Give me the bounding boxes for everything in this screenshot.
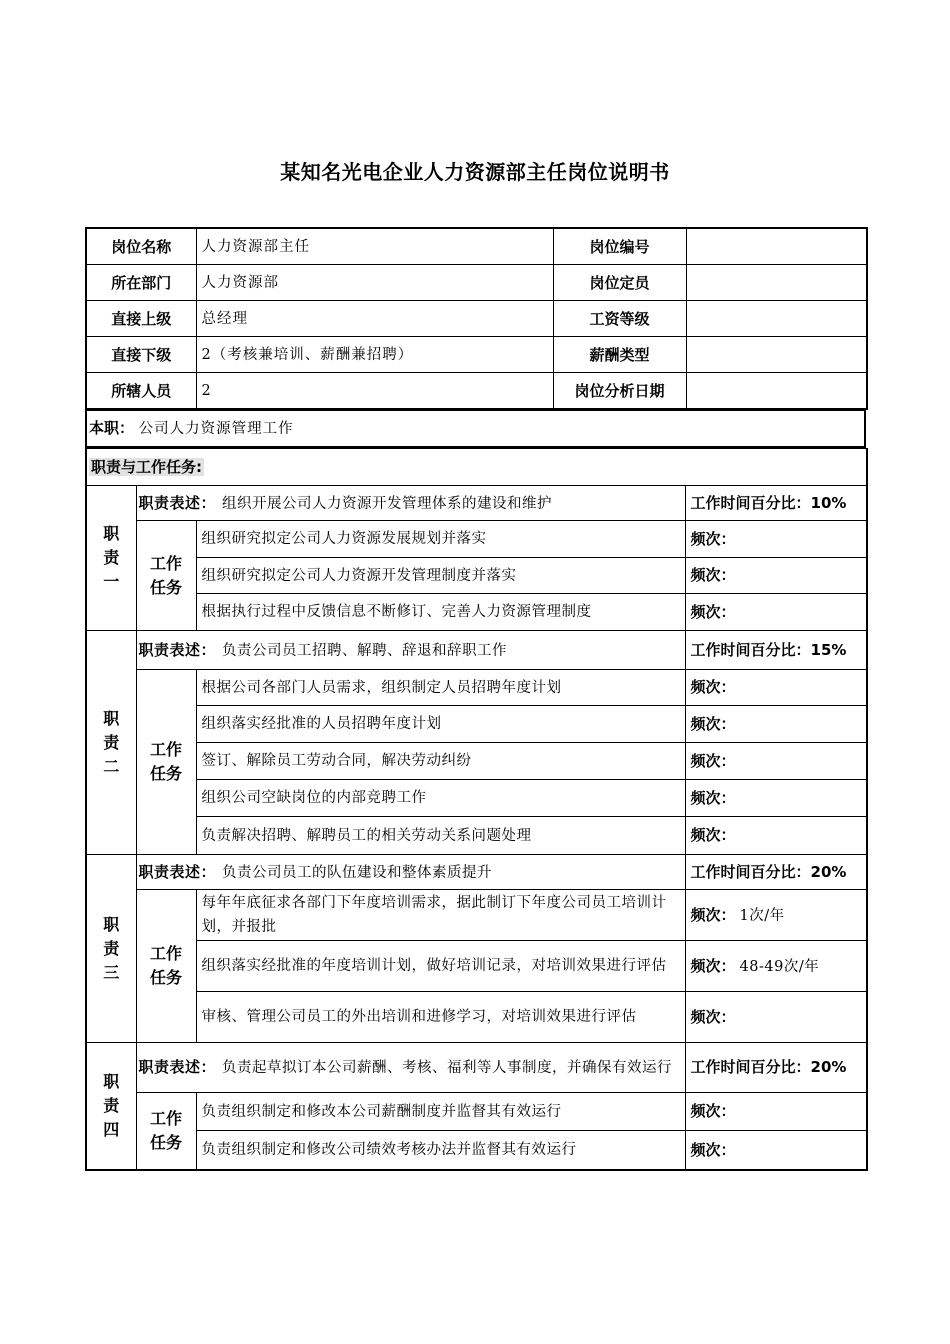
task-row xyxy=(86,817,867,855)
task-text: 组织落实经批准的人员招聘年度计划 xyxy=(196,706,685,743)
freq-value: 48-49次/年 xyxy=(739,958,820,975)
task-text: 组织公司空缺岗位的内部竞聘工作 xyxy=(196,780,685,817)
duty-name-char: 三 xyxy=(103,962,120,982)
task-header xyxy=(136,670,196,855)
info-value: 人力资源部主任 xyxy=(196,228,553,265)
info-label: 所辖人员 xyxy=(86,373,196,410)
document-title: 某知名光电企业人力资源部主任岗位说明书 xyxy=(280,160,670,184)
info-value: 人力资源部 xyxy=(196,265,553,301)
info-label: 岗位名称 xyxy=(86,228,196,265)
freq-value: 1次/年 xyxy=(739,907,785,924)
task-row xyxy=(86,670,867,706)
time-percent-value: 20% xyxy=(810,1058,847,1076)
task-row xyxy=(86,941,867,992)
duty-name xyxy=(86,486,136,631)
task-row xyxy=(86,743,867,780)
duty-name-char: 责 xyxy=(103,938,120,958)
task-row xyxy=(86,1093,867,1131)
task-header xyxy=(136,1093,196,1171)
job-description-form xyxy=(85,227,866,1171)
task-header-line: 工作 xyxy=(149,740,182,759)
duty-desc-row xyxy=(86,855,867,890)
freq-label: 频次： xyxy=(690,602,736,621)
duty-name xyxy=(86,1043,136,1171)
info-row xyxy=(86,265,867,301)
time-percent-label: 工作时间百分比： xyxy=(690,862,811,881)
info-label: 工资等级 xyxy=(553,301,686,337)
task-text: 组织研究拟定公司人力资源发展规划并落实 xyxy=(196,521,685,558)
benzhi-value: 公司人力资源管理工作 xyxy=(138,421,294,437)
info-row xyxy=(86,337,867,373)
benzhi-section xyxy=(85,410,866,448)
task-header-line: 任务 xyxy=(149,1133,182,1152)
task-text: 根据公司各部门人员需求，组织制定人员招聘年度计划 xyxy=(196,670,685,706)
task-row xyxy=(86,706,867,743)
freq-label: 频次： xyxy=(690,566,736,584)
duty-name-char: 一 xyxy=(103,572,120,591)
task-row xyxy=(86,1131,867,1171)
freq-label: 频次： xyxy=(690,678,736,696)
freq-label: 频次： xyxy=(690,905,736,924)
time-percent-value: 20% xyxy=(810,862,847,881)
info-value: 总经理 xyxy=(196,301,553,337)
freq-label: 频次： xyxy=(690,714,736,733)
info-row xyxy=(86,373,867,410)
freq-label: 频次： xyxy=(690,1007,736,1026)
task-text: 负责解决招聘、解聘员工的相关劳动关系问题处理 xyxy=(196,817,685,855)
freq-label: 频次： xyxy=(690,956,736,975)
task-text: 负责组织制定和修改公司绩效考核办法并监督其有效运行 xyxy=(196,1131,685,1171)
duty-desc-label: 职责表述： xyxy=(138,640,217,659)
freq-label: 频次： xyxy=(690,751,736,770)
duty-name-char: 职 xyxy=(103,708,120,728)
task-text: 根据执行过程中反馈信息不断修订、完善人力资源管理制度 xyxy=(196,594,685,631)
time-percent-label: 工作时间百分比： xyxy=(690,640,811,659)
benzhi-label: 本职： xyxy=(89,419,135,437)
duty-desc-row xyxy=(86,486,867,521)
task-row xyxy=(86,521,867,558)
duty-desc: 负责起草拟订本公司薪酬、考核、福利等人事制度，并确保有效运行 xyxy=(222,1060,673,1076)
task-header-line: 工作 xyxy=(149,1109,182,1128)
task-row xyxy=(86,558,867,594)
info-label: 直接上级 xyxy=(86,301,196,337)
duty-name-char: 职 xyxy=(103,1072,120,1091)
freq-label: 频次： xyxy=(690,1102,736,1120)
task-row xyxy=(86,890,867,941)
task-text: 组织研究拟定公司人力资源开发管理制度并落实 xyxy=(196,558,685,594)
duty-name xyxy=(86,631,136,855)
task-text: 负责组织制定和修改本公司薪酬制度并监督其有效运行 xyxy=(196,1093,685,1131)
duty-name xyxy=(86,855,136,1043)
duties-header: 职责与工作任务: xyxy=(91,457,202,476)
info-label: 岗位编号 xyxy=(553,228,686,265)
task-text: 组织落实经批准的年度培训计划，做好培训记录，对培训效果进行评估 xyxy=(196,941,685,992)
info-label: 直接下级 xyxy=(86,337,196,373)
duty-desc-row xyxy=(86,631,867,670)
basic-info-table xyxy=(85,227,868,410)
duty-desc: 组织开展公司人力资源开发管理体系的建设和维护 xyxy=(222,495,553,512)
task-row xyxy=(86,594,867,631)
time-percent-label: 工作时间百分比： xyxy=(690,493,811,512)
info-row xyxy=(86,301,867,337)
duty-desc: 负责公司员工招聘、解聘、辞退和辞职工作 xyxy=(222,642,508,659)
duty-name-char: 责 xyxy=(103,548,120,567)
task-row xyxy=(86,992,867,1043)
info-value xyxy=(686,337,867,373)
info-label: 岗位分析日期 xyxy=(553,373,686,410)
info-value xyxy=(686,301,867,337)
info-label: 薪酬类型 xyxy=(553,337,686,373)
task-header-line: 任务 xyxy=(149,764,182,783)
duty-name-char: 四 xyxy=(103,1120,120,1139)
freq-label: 频次： xyxy=(690,1140,736,1159)
duty-name-char: 职 xyxy=(103,914,120,934)
info-value xyxy=(686,373,867,410)
freq-label: 频次： xyxy=(690,826,736,844)
time-percent-value: 15% xyxy=(810,640,847,659)
task-text: 每年年底征求各部门下年度培训需求，据此制订下年度公司员工培训计划，并报批 xyxy=(196,890,685,941)
duty-desc: 负责公司员工的队伍建设和整体素质提升 xyxy=(222,864,493,881)
info-label: 所在部门 xyxy=(86,265,196,301)
duty-desc-label: 职责表述： xyxy=(138,493,217,512)
duty-desc-label: 职责表述： xyxy=(138,1058,217,1076)
task-text: 签订、解除员工劳动合同，解决劳动纠纷 xyxy=(196,743,685,780)
info-label: 岗位定员 xyxy=(553,265,686,301)
task-header-line: 工作 xyxy=(149,944,182,963)
task-header xyxy=(136,890,196,1043)
info-row xyxy=(86,228,867,265)
time-percent-label: 工作时间百分比： xyxy=(690,1058,811,1076)
task-row xyxy=(86,780,867,817)
duty-name-char: 责 xyxy=(103,1096,120,1115)
info-value: 2（考核兼培训、薪酬兼招聘） xyxy=(196,337,553,373)
info-value: 2 xyxy=(196,373,553,410)
freq-label: 频次： xyxy=(690,788,736,807)
duties-table xyxy=(85,448,868,1171)
info-value xyxy=(686,265,867,301)
duty-name-char: 二 xyxy=(103,756,120,776)
freq-label: 频次： xyxy=(690,529,736,548)
duty-name-char: 责 xyxy=(103,732,120,752)
task-header-line: 工作 xyxy=(149,553,182,573)
duty-name-char: 职 xyxy=(103,524,120,543)
task-header xyxy=(136,521,196,631)
task-header-line: 任务 xyxy=(149,577,182,597)
time-percent-value: 10% xyxy=(810,493,847,512)
duty-desc-label: 职责表述： xyxy=(138,862,217,881)
task-text: 审核、管理公司员工的外出培训和进修学习，对培训效果进行评估 xyxy=(196,992,685,1043)
info-value xyxy=(686,228,867,265)
task-header-line: 任务 xyxy=(149,968,182,987)
duty-desc-row xyxy=(86,1043,867,1093)
